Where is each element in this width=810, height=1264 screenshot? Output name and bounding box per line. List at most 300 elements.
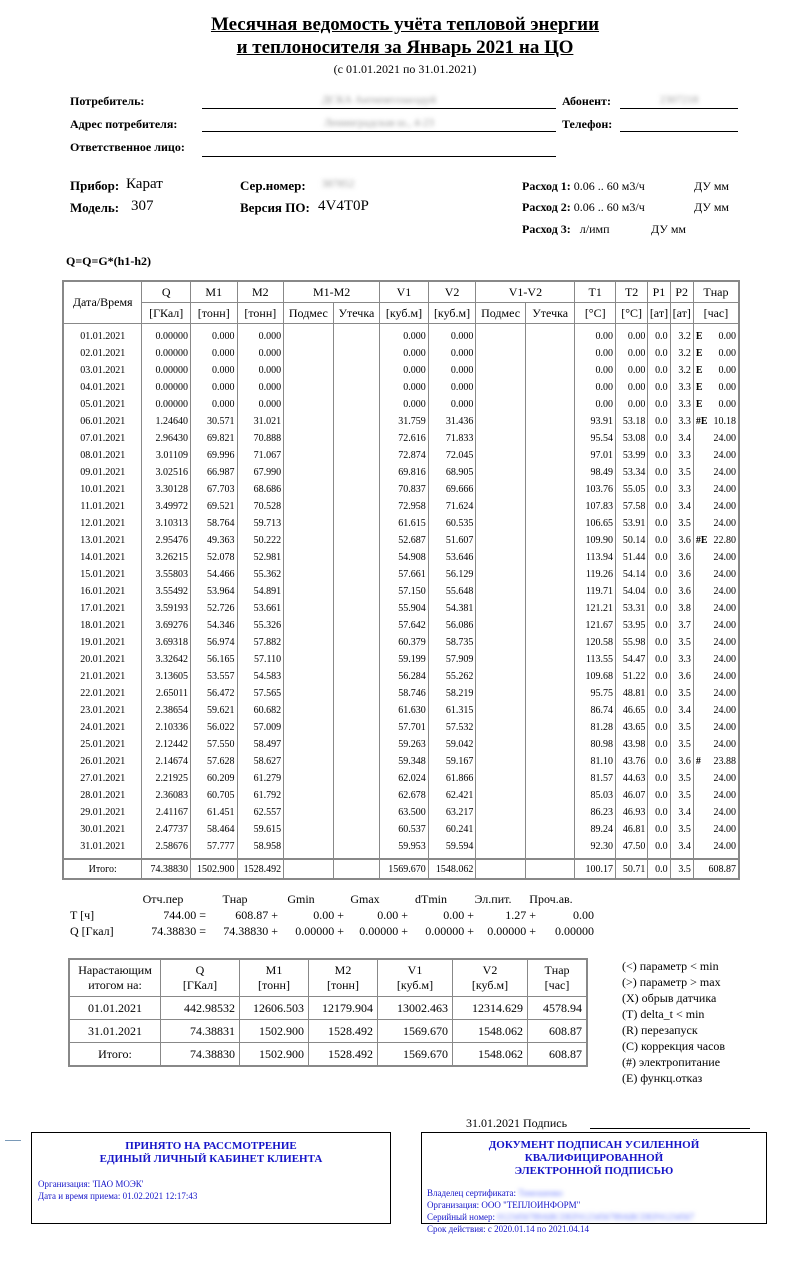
row-t2: 0.00 xyxy=(615,324,647,346)
row-m-podmes xyxy=(284,651,334,668)
row-m-podmes xyxy=(284,753,334,770)
row-t2: 57.58 xyxy=(615,498,647,515)
row-m-podmes xyxy=(284,736,334,753)
col-q-unit: [ГКал] xyxy=(142,303,191,324)
row-p1: 0.0 xyxy=(648,770,670,787)
cumulative-row xyxy=(69,1043,587,1067)
row-m-podmes xyxy=(284,685,334,702)
row-t1: 95.75 xyxy=(575,685,615,702)
row-tnar-value: 22.80 xyxy=(713,535,736,546)
cumulative-row xyxy=(69,1020,587,1043)
row-date: 12.01.2021 xyxy=(63,515,142,532)
row-m1: 57.550 xyxy=(190,736,237,753)
col-m1: M1 xyxy=(190,281,237,303)
row-m1: 52.078 xyxy=(190,549,237,566)
col-v1-unit: [куб.м] xyxy=(380,303,429,324)
margin-mark xyxy=(5,1140,21,1141)
row-v1: 54.908 xyxy=(380,549,429,566)
row-v1: 60.537 xyxy=(380,821,429,838)
row-m-utechka xyxy=(333,515,380,532)
row-v-utechka xyxy=(525,685,575,702)
row-v2: 71.833 xyxy=(428,430,476,447)
address-value: Ленинградская ш., 4-23 xyxy=(323,117,435,129)
summary-value: 74.38830 = xyxy=(151,924,206,938)
row-m2: 0.000 xyxy=(237,345,284,362)
row-t2: 54.04 xyxy=(615,583,647,600)
row-t1: 92.30 xyxy=(575,838,615,859)
row-m-utechka xyxy=(333,583,380,600)
row-m-utechka xyxy=(333,753,380,770)
row-v2: 57.909 xyxy=(428,651,476,668)
row-m2: 61.279 xyxy=(237,770,284,787)
row-v-podmes xyxy=(476,324,526,346)
row-m-utechka xyxy=(333,617,380,634)
table-row xyxy=(63,379,739,396)
row-v-utechka xyxy=(525,498,575,515)
row-v2: 58.219 xyxy=(428,685,476,702)
row-v-utechka xyxy=(525,345,575,362)
col-v2: V2 xyxy=(428,281,476,303)
row-t1: 121.67 xyxy=(575,617,615,634)
cumulative-table xyxy=(68,958,588,1067)
row-p2: 3.2 xyxy=(670,324,693,346)
row-t1: 0.00 xyxy=(575,345,615,362)
row-v-podmes xyxy=(476,617,526,634)
row-v-utechka xyxy=(525,668,575,685)
row-v1: 52.687 xyxy=(380,532,429,549)
row-p1: 0.0 xyxy=(648,634,670,651)
summary-row-label: T [ч] xyxy=(70,908,95,922)
col-p1-unit: [ат] xyxy=(648,303,670,324)
row-date: 14.01.2021 xyxy=(63,549,142,566)
row-v1: 72.616 xyxy=(380,430,429,447)
row-m1: 52.726 xyxy=(190,600,237,617)
row-m-utechka xyxy=(333,770,380,787)
row-date: 18.01.2021 xyxy=(63,617,142,634)
row-p2: 3.3 xyxy=(670,481,693,498)
row-p1: 0.0 xyxy=(648,736,670,753)
row-v-podmes xyxy=(476,583,526,600)
row-m1: 53.557 xyxy=(190,668,237,685)
row-v-podmes xyxy=(476,532,526,549)
cumulative-cell: 1502.900 xyxy=(240,1043,309,1067)
flow1-row: Расход 1: 0.06 .. 60 м3/ч xyxy=(522,179,645,193)
cumulative-cell: 74.38830 xyxy=(161,1043,240,1067)
row-tnar-value: 23.88 xyxy=(713,756,736,767)
row-date: 05.01.2021 xyxy=(63,396,142,413)
legend-item: (E) функц.отказ xyxy=(622,1071,703,1085)
row-date: 31.01.2021 xyxy=(63,838,142,859)
row-m2: 58.627 xyxy=(237,753,284,770)
row-m-podmes xyxy=(284,430,334,447)
row-date: 28.01.2021 xyxy=(63,787,142,804)
summary-header: Проч.ав. xyxy=(529,892,573,906)
row-t1: 93.91 xyxy=(575,413,615,430)
row-v1: 61.630 xyxy=(380,702,429,719)
signature-stamp-serial: Серийный номер: 0123456789ABCDEF0123456789ABCDEF01234567 xyxy=(427,1212,695,1222)
row-p2: 3.4 xyxy=(670,430,693,447)
row-v-utechka xyxy=(525,702,575,719)
row-tnar xyxy=(693,481,739,498)
cum-col-m2: M2 [тонн] xyxy=(309,959,378,997)
row-flag: E xyxy=(695,348,703,359)
row-q: 3.69318 xyxy=(142,634,191,651)
row-v-utechka xyxy=(525,821,575,838)
row-m1: 57.777 xyxy=(190,838,237,859)
row-date: 06.01.2021 xyxy=(63,413,142,430)
summary-value: 1.27 + xyxy=(505,908,536,922)
row-p2: 3.4 xyxy=(670,702,693,719)
acceptance-stamp-org: Организация: 'ПАО МОЭК' xyxy=(38,1179,144,1189)
row-tnar xyxy=(693,770,739,787)
row-m-podmes xyxy=(284,362,334,379)
serial-label: Сер.номер: xyxy=(240,178,306,193)
row-v1: 55.904 xyxy=(380,600,429,617)
row-q: 2.58676 xyxy=(142,838,191,859)
row-v2: 59.042 xyxy=(428,736,476,753)
summary-value: 0.00000 xyxy=(555,924,594,938)
row-m-utechka xyxy=(333,481,380,498)
cumulative-cell: 1528.492 xyxy=(309,1020,378,1043)
row-m2: 71.067 xyxy=(237,447,284,464)
row-m2: 31.021 xyxy=(237,413,284,430)
row-tnar xyxy=(693,685,739,702)
table-row xyxy=(63,324,739,346)
row-p2: 3.4 xyxy=(670,498,693,515)
table-row xyxy=(63,362,739,379)
row-m-podmes xyxy=(284,804,334,821)
row-tnar xyxy=(693,379,739,396)
legend-item: (#) электропитание xyxy=(622,1055,721,1069)
summary-header: Gmin xyxy=(287,892,315,906)
row-m2: 61.792 xyxy=(237,787,284,804)
col-p1: P1 xyxy=(648,281,670,303)
row-m1: 0.000 xyxy=(190,362,237,379)
row-flag: E xyxy=(695,365,703,376)
table-row xyxy=(63,719,739,736)
row-m1: 49.363 xyxy=(190,532,237,549)
row-v-podmes xyxy=(476,345,526,362)
row-v-utechka xyxy=(525,413,575,430)
row-q: 3.32642 xyxy=(142,651,191,668)
row-m1: 60.705 xyxy=(190,787,237,804)
row-p2: 3.3 xyxy=(670,396,693,413)
row-v2: 0.000 xyxy=(428,379,476,396)
row-m-utechka xyxy=(333,600,380,617)
row-p1: 0.0 xyxy=(648,821,670,838)
row-v-utechka xyxy=(525,379,575,396)
table-row xyxy=(63,447,739,464)
legend-item: (<) параметр < min xyxy=(622,959,719,973)
row-tnar-value: 24.00 xyxy=(713,654,736,665)
summary-value: 0.00000 + xyxy=(425,924,474,938)
row-tnar-value: 0.00 xyxy=(718,399,736,410)
row-m-podmes xyxy=(284,345,334,362)
row-tnar xyxy=(693,498,739,515)
subscriber-value: 2307218 xyxy=(659,94,699,106)
legend-item: (T) delta_t < min xyxy=(622,1007,705,1021)
row-t1: 81.10 xyxy=(575,753,615,770)
device-value: Карат xyxy=(126,176,163,192)
col-tnar-unit: [час] xyxy=(693,303,739,324)
row-m1: 0.000 xyxy=(190,324,237,346)
row-m-utechka xyxy=(333,668,380,685)
row-m1: 56.974 xyxy=(190,634,237,651)
row-t2: 43.76 xyxy=(615,753,647,770)
row-v2: 60.535 xyxy=(428,515,476,532)
col-v1-v2: V1-V2 xyxy=(476,281,575,303)
row-v2: 51.607 xyxy=(428,532,476,549)
row-m1: 69.821 xyxy=(190,430,237,447)
row-date: 13.01.2021 xyxy=(63,532,142,549)
row-m-utechka xyxy=(333,566,380,583)
flags-legend xyxy=(622,958,725,1086)
row-m-podmes xyxy=(284,838,334,859)
row-tnar-value: 24.00 xyxy=(713,603,736,614)
row-v-utechka xyxy=(525,617,575,634)
row-m2: 67.990 xyxy=(237,464,284,481)
row-t1: 0.00 xyxy=(575,379,615,396)
row-p2: 3.3 xyxy=(670,447,693,464)
row-v2: 59.594 xyxy=(428,838,476,859)
summary-header: dTmin xyxy=(415,892,447,906)
summary-value: 0.00000 + xyxy=(359,924,408,938)
subscriber-label: Абонент: xyxy=(562,94,611,108)
row-v-podmes xyxy=(476,600,526,617)
row-tnar xyxy=(693,532,739,549)
row-q: 2.14674 xyxy=(142,753,191,770)
row-v-utechka xyxy=(525,532,575,549)
table-row xyxy=(63,345,739,362)
col-t1: T1 xyxy=(575,281,615,303)
signature-stamp xyxy=(421,1132,767,1234)
row-v1: 62.678 xyxy=(380,787,429,804)
row-v-utechka xyxy=(525,787,575,804)
row-q: 2.12442 xyxy=(142,736,191,753)
legend-item: (C) коррекция часов xyxy=(622,1039,726,1053)
row-m1: 57.628 xyxy=(190,753,237,770)
row-v-podmes xyxy=(476,498,526,515)
row-q: 2.10336 xyxy=(142,719,191,736)
row-tnar xyxy=(693,583,739,600)
row-flag: #E xyxy=(695,535,708,546)
row-tnar-value: 24.00 xyxy=(713,484,736,495)
summary-row-label: Q [Гкал] xyxy=(70,924,114,938)
row-q: 0.00000 xyxy=(142,379,191,396)
row-p2: 3.5 xyxy=(670,634,693,651)
row-date: 01.01.2021 xyxy=(63,324,142,346)
row-t1: 107.83 xyxy=(575,498,615,515)
col-p2-unit: [ат] xyxy=(670,303,693,324)
row-flag: E xyxy=(695,382,703,393)
row-m-podmes xyxy=(284,719,334,736)
table-row xyxy=(63,804,739,821)
row-p2: 3.6 xyxy=(670,668,693,685)
col-t2: T2 xyxy=(615,281,647,303)
row-v-podmes xyxy=(476,396,526,413)
row-tnar-value: 24.00 xyxy=(713,586,736,597)
row-m-podmes xyxy=(284,668,334,685)
row-v2: 31.436 xyxy=(428,413,476,430)
row-date: 25.01.2021 xyxy=(63,736,142,753)
row-p1: 0.0 xyxy=(648,804,670,821)
row-t2: 55.98 xyxy=(615,634,647,651)
row-v-utechka xyxy=(525,549,575,566)
total-m1: 1502.900 xyxy=(190,859,237,879)
row-m1: 66.987 xyxy=(190,464,237,481)
row-p1: 0.0 xyxy=(648,838,670,859)
row-t2: 0.00 xyxy=(615,362,647,379)
row-tnar xyxy=(693,413,739,430)
flow3-row: Расход 3: л/имп xyxy=(522,222,610,236)
row-v-podmes xyxy=(476,566,526,583)
row-v1: 60.379 xyxy=(380,634,429,651)
summary-header: Tнар xyxy=(222,892,248,906)
row-v-utechka xyxy=(525,481,575,498)
cum-col-v2: V2 [куб.м] xyxy=(453,959,528,997)
row-m-podmes xyxy=(284,617,334,634)
row-tnar xyxy=(693,464,739,481)
cumulative-cell: 13002.463 xyxy=(378,997,453,1020)
row-q: 3.10313 xyxy=(142,515,191,532)
acceptance-stamp-title1: ПРИНЯТО НА РАССМОТРЕНИЕ xyxy=(125,1140,297,1152)
row-p2: 3.5 xyxy=(670,685,693,702)
row-t2: 53.18 xyxy=(615,413,647,430)
col-m1-unit: [тонн] xyxy=(190,303,237,324)
row-tnar-value: 24.00 xyxy=(713,569,736,580)
row-tnar xyxy=(693,362,739,379)
row-p2: 3.5 xyxy=(670,770,693,787)
row-p1: 0.0 xyxy=(648,464,670,481)
total-q: 74.38830 xyxy=(142,859,191,879)
cum-col-q: Q [ГКал] xyxy=(161,959,240,997)
row-date: 22.01.2021 xyxy=(63,685,142,702)
row-v-podmes xyxy=(476,515,526,532)
row-v-utechka xyxy=(525,583,575,600)
row-v-podmes xyxy=(476,379,526,396)
col-tnar: Tнар xyxy=(693,281,739,303)
row-p1: 0.0 xyxy=(648,600,670,617)
summary-header: Отч.пер xyxy=(142,892,184,906)
signature-stamp-title2: ЭЛЕКТРОННОЙ ПОДПИСЬЮ xyxy=(514,1165,674,1177)
row-m-podmes xyxy=(284,324,334,346)
row-date: 03.01.2021 xyxy=(63,362,142,379)
total-m2: 1528.492 xyxy=(237,859,284,879)
row-v2: 72.045 xyxy=(428,447,476,464)
row-m1: 69.996 xyxy=(190,447,237,464)
row-m-podmes xyxy=(284,566,334,583)
cumulative-row xyxy=(69,997,587,1020)
row-v1: 0.000 xyxy=(380,379,429,396)
row-p1: 0.0 xyxy=(648,787,670,804)
row-v-podmes xyxy=(476,821,526,838)
row-v-utechka xyxy=(525,651,575,668)
row-t2: 46.81 xyxy=(615,821,647,838)
row-v-podmes xyxy=(476,447,526,464)
total-label: Итого: xyxy=(63,859,142,879)
row-m2: 55.362 xyxy=(237,566,284,583)
summary-value: 608.87 + xyxy=(235,908,278,922)
total-t1: 100.17 xyxy=(575,859,615,879)
row-tnar xyxy=(693,515,739,532)
col-date: Дата/Время xyxy=(63,281,142,324)
row-v2: 0.000 xyxy=(428,345,476,362)
row-q: 0.00000 xyxy=(142,345,191,362)
row-v1: 0.000 xyxy=(380,362,429,379)
row-v-podmes xyxy=(476,770,526,787)
row-v-podmes xyxy=(476,787,526,804)
row-v1: 69.816 xyxy=(380,464,429,481)
cumulative-cell: 442.98532 xyxy=(161,997,240,1020)
row-v2: 69.666 xyxy=(428,481,476,498)
responsible-label: Ответственное лицо: xyxy=(70,140,185,154)
row-v-utechka xyxy=(525,753,575,770)
summary-value: 0.00 xyxy=(573,908,594,922)
daily-readings-table xyxy=(62,280,740,880)
cumulative-cell: 608.87 xyxy=(528,1020,588,1043)
col-m2-unit: [тонн] xyxy=(237,303,284,324)
row-m-podmes xyxy=(284,583,334,600)
cumulative-cell: 12606.503 xyxy=(240,997,309,1020)
row-tnar-value: 24.00 xyxy=(713,824,736,835)
row-v-podmes xyxy=(476,362,526,379)
row-m1: 0.000 xyxy=(190,379,237,396)
row-t2: 51.44 xyxy=(615,549,647,566)
row-p2: 3.8 xyxy=(670,600,693,617)
row-m-podmes xyxy=(284,770,334,787)
row-t2: 53.95 xyxy=(615,617,647,634)
total-p1: 0.0 xyxy=(648,859,670,879)
row-v2: 54.381 xyxy=(428,600,476,617)
model-value: 307 xyxy=(131,198,154,214)
legend-item: (R) перезапуск xyxy=(622,1023,698,1037)
row-t1: 95.54 xyxy=(575,430,615,447)
row-v-podmes xyxy=(476,634,526,651)
row-q: 0.00000 xyxy=(142,324,191,346)
total-m-utechka xyxy=(333,859,380,879)
row-date: 09.01.2021 xyxy=(63,464,142,481)
row-v2: 61.315 xyxy=(428,702,476,719)
row-t1: 85.03 xyxy=(575,787,615,804)
table-row xyxy=(63,617,739,634)
row-m1: 30.571 xyxy=(190,413,237,430)
row-flag: E xyxy=(695,399,703,410)
summary-value: 74.38830 + xyxy=(223,924,278,938)
row-v2: 60.241 xyxy=(428,821,476,838)
col-m-podmes: Подмес xyxy=(284,303,334,324)
consumer-label: Потребитель: xyxy=(70,94,145,108)
row-q: 2.96430 xyxy=(142,430,191,447)
row-p2: 3.6 xyxy=(670,549,693,566)
row-p2: 3.5 xyxy=(670,515,693,532)
row-date: 08.01.2021 xyxy=(63,447,142,464)
table-row xyxy=(63,413,739,430)
row-m-podmes xyxy=(284,532,334,549)
cumulative-cell: 4578.94 xyxy=(528,997,588,1020)
total-tnar: 608.87 xyxy=(693,859,739,879)
summary-value: 0.00000 + xyxy=(295,924,344,938)
summary-header: Gmax xyxy=(350,892,380,906)
row-t2: 54.47 xyxy=(615,651,647,668)
row-m-utechka xyxy=(333,549,380,566)
row-tnar-value: 24.00 xyxy=(713,518,736,529)
row-v-utechka xyxy=(525,804,575,821)
row-v1: 0.000 xyxy=(380,396,429,413)
legend-item: (>) параметр > max xyxy=(622,975,721,989)
row-m1: 54.346 xyxy=(190,617,237,634)
table-row xyxy=(63,481,739,498)
row-v1: 63.500 xyxy=(380,804,429,821)
